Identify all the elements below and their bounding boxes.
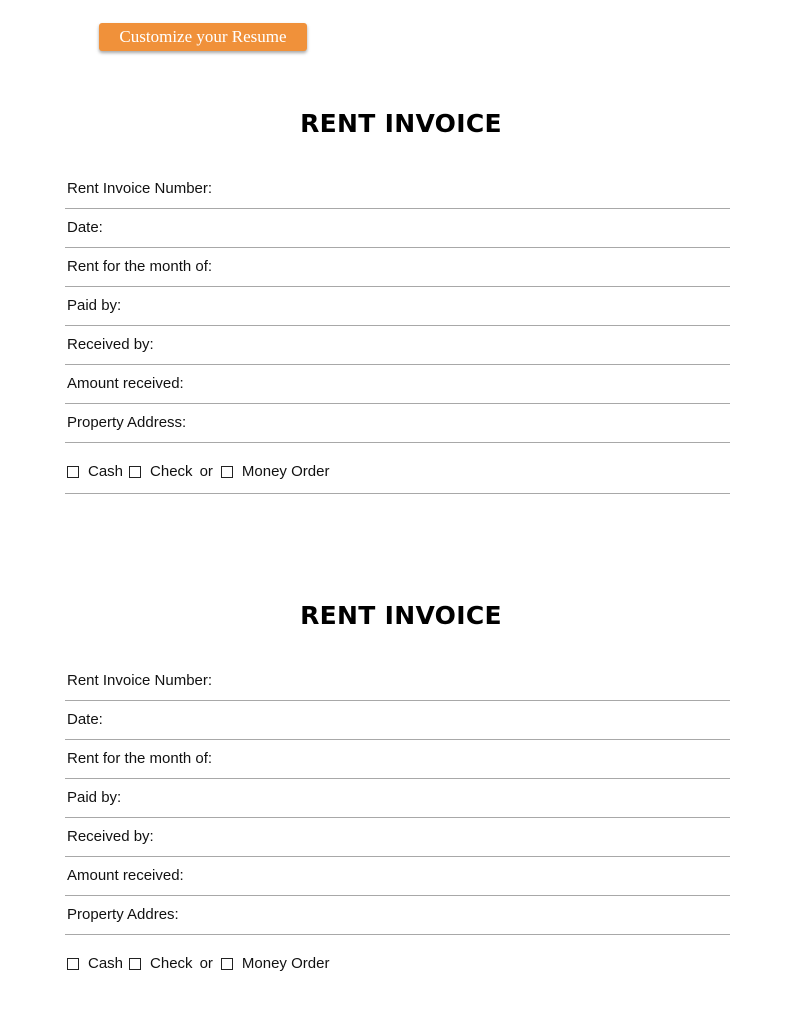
money-order-checkbox[interactable] (221, 466, 233, 478)
cash-checkbox[interactable] (67, 958, 79, 970)
money-order-label: Money Order (241, 463, 330, 480)
field-label: Paid by: (67, 789, 122, 806)
field-label: Rent for the month of: (67, 258, 213, 275)
or-text: or (199, 463, 213, 480)
field-label: Rent for the month of: (67, 750, 213, 767)
rent-invoice-1 (65, 106, 730, 494)
property-address-field[interactable] (65, 896, 730, 935)
paid-by-field[interactable] (65, 287, 730, 326)
field-label: Property Addres: (67, 906, 179, 923)
amount-received-field[interactable] (65, 365, 730, 404)
amount-received-field[interactable] (65, 857, 730, 896)
invoice-number-field[interactable] (65, 662, 730, 701)
payment-options (67, 463, 335, 481)
received-by-field[interactable] (65, 818, 730, 857)
check-label: Check (150, 463, 193, 480)
customize-resume-button[interactable]: Customize your Resume (99, 23, 307, 51)
cash-label: Cash (88, 955, 124, 972)
field-label: Amount received: (67, 375, 184, 392)
field-label: Rent Invoice Number: (67, 672, 213, 689)
property-address-field[interactable] (65, 404, 730, 443)
paid-by-field[interactable] (65, 779, 730, 818)
rent-month-field[interactable] (65, 740, 730, 779)
field-label: Rent Invoice Number: (67, 180, 213, 197)
invoice-number-field[interactable] (65, 170, 730, 209)
field-label: Paid by: (67, 297, 122, 314)
field-label: Date: (67, 711, 103, 728)
field-label: Amount received: (67, 867, 184, 884)
rent-month-field[interactable] (65, 248, 730, 287)
money-order-checkbox[interactable] (221, 958, 233, 970)
field-label: Property Address: (67, 414, 187, 431)
field-label: Received by: (67, 828, 154, 845)
field-label: Received by: (67, 336, 154, 353)
invoice-field-list (65, 170, 730, 494)
cash-label: Cash (88, 463, 124, 480)
rent-invoice-2 (65, 598, 730, 986)
invoice-title: RENT INVOICE (300, 109, 502, 138)
field-label: Date: (67, 219, 103, 236)
check-checkbox[interactable] (129, 466, 141, 478)
money-order-label: Money Order (241, 955, 330, 972)
payment-method-row (65, 443, 730, 494)
or-text: or (199, 955, 213, 972)
check-checkbox[interactable] (129, 958, 141, 970)
payment-method-row (65, 935, 730, 986)
invoice-title: RENT INVOICE (300, 601, 502, 630)
date-field[interactable] (65, 701, 730, 740)
payment-options (67, 955, 335, 973)
cash-checkbox[interactable] (67, 466, 79, 478)
invoice-field-list (65, 662, 730, 986)
received-by-field[interactable] (65, 326, 730, 365)
date-field[interactable] (65, 209, 730, 248)
check-label: Check (150, 955, 193, 972)
